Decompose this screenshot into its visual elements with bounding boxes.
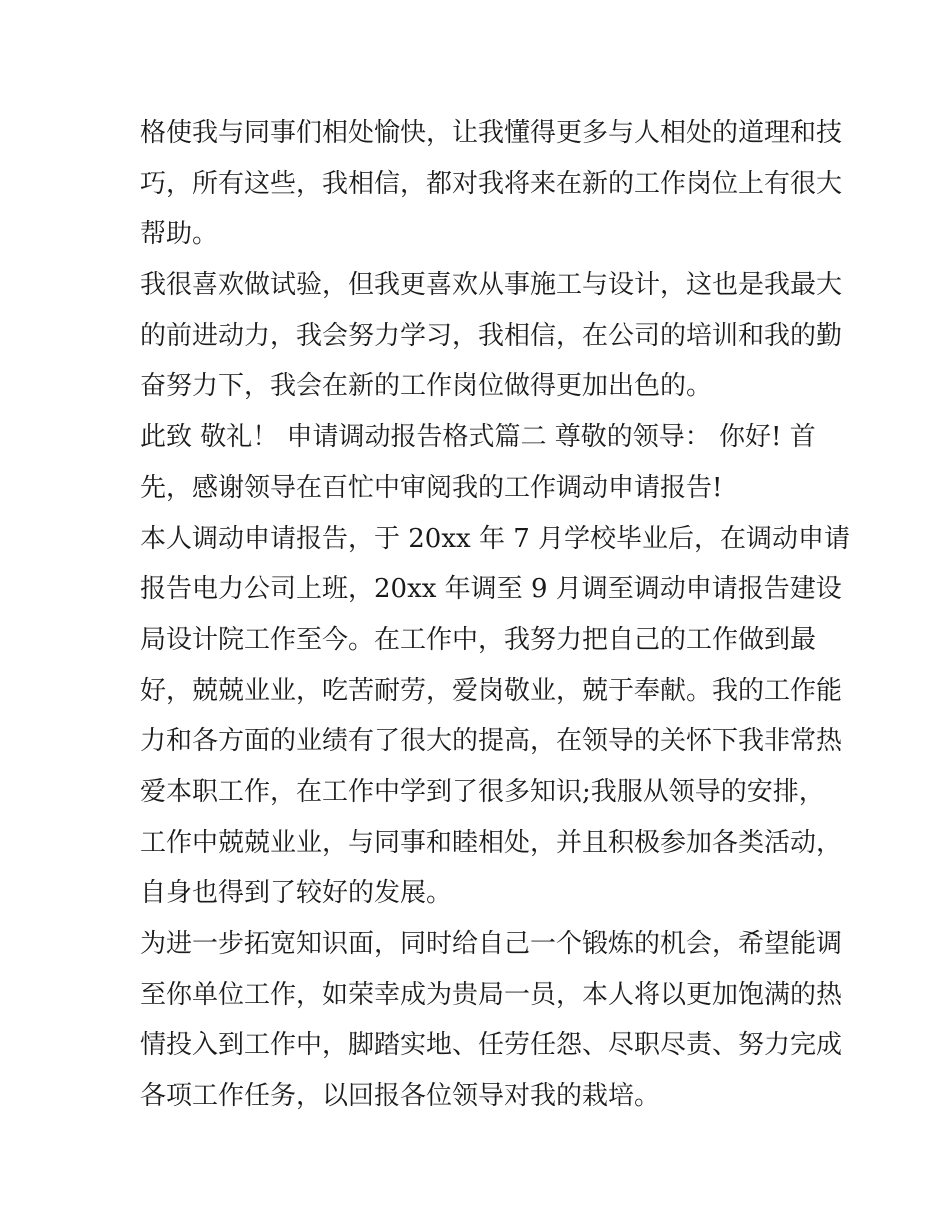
text-line: 先，感谢领导在百忙中审阅我的工作调动申请报告! — [140, 472, 723, 503]
text-line: 至你单位工作，如荣幸成为贵局一员，本人将以更加饱满的热 — [140, 979, 843, 1010]
text-line: 自身也得到了较好的发展。 — [140, 878, 453, 909]
text-line: 为进一步拓宽知识面，同时给自己一个锻炼的机会，希望能调 — [140, 929, 843, 959]
text-line: 的前进动力，我会努力学习，我相信，在公司的培训和我的勤 — [140, 320, 843, 351]
text-line: 本人调动申请报告，于 20xx 年 7 月学校毕业后，在调动申请 — [140, 523, 851, 554]
text-line: 各项工作任务，以回报各位领导对我的栽培。 — [140, 1081, 661, 1112]
text-line: 奋努力下，我会在新的工作岗位做得更加出色的。 — [140, 371, 713, 402]
text-line: 帮助。 — [140, 219, 219, 250]
text-line: 此致 敬礼！ 申请调动报告格式篇二 尊敬的领导： 你好! 首 — [140, 422, 816, 453]
text-line: 爱本职工作，在工作中学到了很多知识;我服从领导的安排， — [140, 776, 825, 807]
text-line: 巧，所有这些，我相信，都对我将来在新的工作岗位上有很大 — [140, 168, 843, 199]
text-line: 局设计院工作至今。在工作中，我努力把自己的工作做到最 — [140, 624, 817, 655]
text-line: 工作中兢兢业业，与同事和睦相处，并且积极参加各类活动， — [140, 827, 843, 858]
text-line: 我很喜欢做试验，但我更喜欢从事施工与设计，这也是我最大 — [140, 270, 843, 301]
text-line: 力和各方面的业绩有了很大的提高，在领导的关怀下我非常热 — [140, 726, 843, 757]
text-line: 好，兢兢业业，吃苦耐劳，爱岗敬业，兢于奉献。我的工作能 — [140, 675, 843, 706]
text-line: 情投入到工作中，脚踏实地、任劳任怨、尽职尽责、努力完成 — [140, 1030, 843, 1061]
text-line: 报告电力公司上班，20xx 年调至 9 月调至调动申请报告建设 — [140, 574, 842, 605]
document-body — [140, 108, 851, 1122]
text-line: 格使我与同事们相处愉快，让我懂得更多与人相处的道理和技 — [140, 118, 843, 148]
